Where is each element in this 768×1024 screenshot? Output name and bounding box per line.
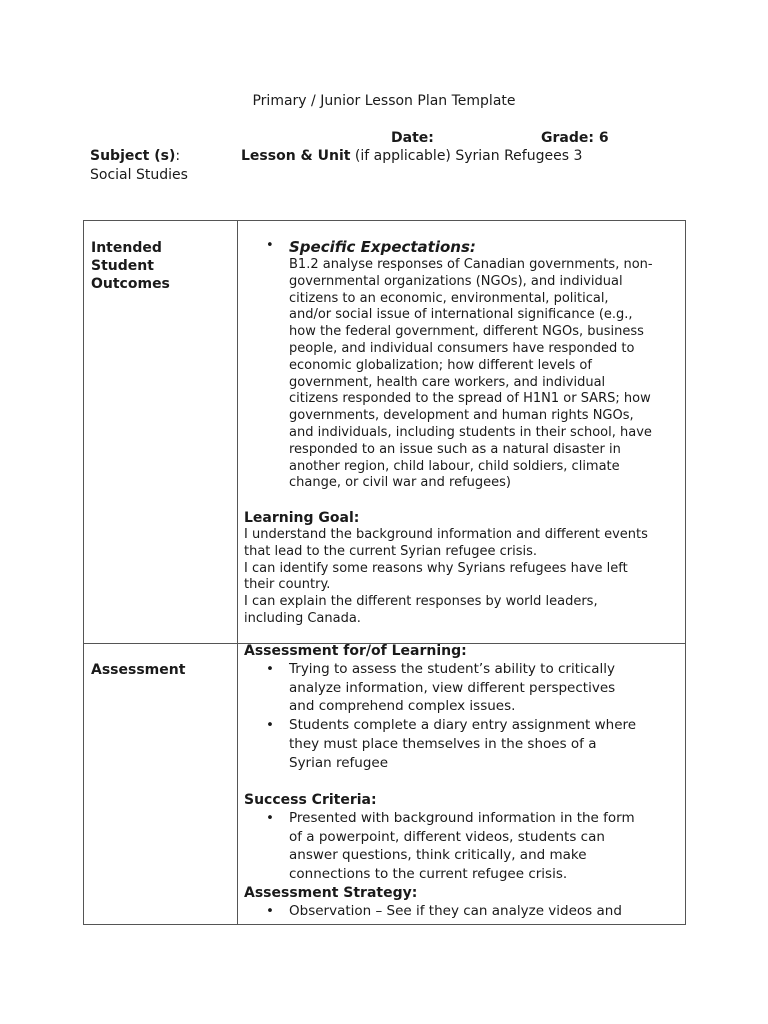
specific-expectations-item <box>244 238 684 492</box>
text-line: of a powerpoint, different videos, students can <box>289 828 605 845</box>
lesson-value: (if applicable) Syrian Refugees 3 <box>354 148 583 164</box>
lesson-field <box>241 148 582 164</box>
bullet-icon: • <box>266 810 274 826</box>
subject-field <box>90 148 180 164</box>
learning-goal-section <box>244 509 684 628</box>
text-line: and comprehend complex issues. <box>289 698 516 715</box>
text-line: B1.2 analyse responses of Canadian governments, non- <box>289 257 653 272</box>
assessment-strategy-heading: Assessment Strategy: <box>244 884 418 901</box>
specific-expectations-text <box>289 257 684 492</box>
date-label: Date: <box>391 130 434 146</box>
text-line: government, health care workers, and individual <box>289 374 606 390</box>
text-line: Trying to assess the student’s ability to critically <box>289 661 615 677</box>
text-line: Observation – See if they can analyze videos and <box>289 902 622 919</box>
specific-expectations <box>244 238 684 492</box>
list-item <box>244 809 684 884</box>
text-line: another region, child labour, child soldiers, climate <box>289 458 620 474</box>
text-line: citizens to an economic, environmental, political, <box>289 290 609 306</box>
page-title: Primary / Junior Lesson Plan Template <box>252 93 516 109</box>
text-line: I can explain the different responses by world leaders, <box>244 594 598 610</box>
success-criteria-heading: Success Criteria: <box>244 792 377 808</box>
bullet-icon: • <box>266 902 274 919</box>
bullet-icon: • <box>266 661 274 677</box>
text-line: people, and individual consumers have responded to <box>289 340 635 356</box>
list-item <box>244 716 684 772</box>
text-line: I can identify some reasons why Syrians refugees have left <box>244 560 628 576</box>
text-line: answer questions, think critically, and make <box>289 847 587 864</box>
text-line: and individuals, including students in their school, have <box>289 424 652 440</box>
outcomes-label-line: Intended <box>91 240 162 256</box>
text-line: they must place themselves in the shoes of a <box>289 735 597 752</box>
text-line: that lead to the current Syrian refugee crisis. <box>244 543 538 559</box>
lesson-plan-table <box>83 220 686 925</box>
text-line: governments, development and human rights NGOs, <box>289 408 634 424</box>
list-item <box>244 660 684 716</box>
text-line: Presented with background information in the form <box>289 810 635 826</box>
text-line: Syrian refugee <box>289 754 389 771</box>
text-line: citizens responded to the spread of H1N1 or SARS; how <box>289 391 651 407</box>
text-line: and/or social issue of international significance (e.g., <box>289 307 633 323</box>
learning-goal-heading: Learning Goal: <box>244 510 360 526</box>
grade-label: Grade: 6 <box>541 130 609 146</box>
text-line: connections to the current refugee crisis. <box>289 866 568 883</box>
column-divider <box>237 221 238 924</box>
bullet-icon: • <box>266 238 274 253</box>
list-item <box>244 902 684 921</box>
text-line: economic globalization; how different levels of <box>289 357 592 373</box>
text-line: how the federal government, different NGOs, business <box>289 324 644 340</box>
assessment-for-of-learning-heading: Assessment for/of Learning: <box>244 643 467 659</box>
text-line: analyze information, view different perspectives <box>289 679 616 696</box>
subject-colon: : <box>175 148 181 164</box>
text-line: governmental organizations (NGOs), and individual <box>289 273 623 289</box>
bullet-icon: • <box>266 717 274 734</box>
subject-label: Subject (s) <box>90 148 176 164</box>
outcomes-label-line: Student <box>91 258 154 274</box>
text-line: Students complete a diary entry assignment where <box>289 717 637 734</box>
text-line: responded to an issue such as a natural disaster in <box>289 441 621 457</box>
subject-value: Social Studies <box>90 167 188 183</box>
outcomes-row-label <box>91 239 170 293</box>
specific-expectations-heading: Specific Expectations: <box>289 238 476 256</box>
outcomes-label-line: Outcomes <box>91 276 170 292</box>
assessment-section <box>244 642 684 772</box>
text-line: their country. <box>244 577 331 593</box>
text-line: change, or civil war and refugees) <box>289 475 511 491</box>
text-line: I understand the background information and different events <box>244 527 648 542</box>
text-line: including Canada. <box>244 610 361 626</box>
success-criteria-section <box>244 791 684 921</box>
assessment-row-label: Assessment <box>91 662 186 678</box>
lesson-label: Lesson & Unit <box>241 148 351 164</box>
